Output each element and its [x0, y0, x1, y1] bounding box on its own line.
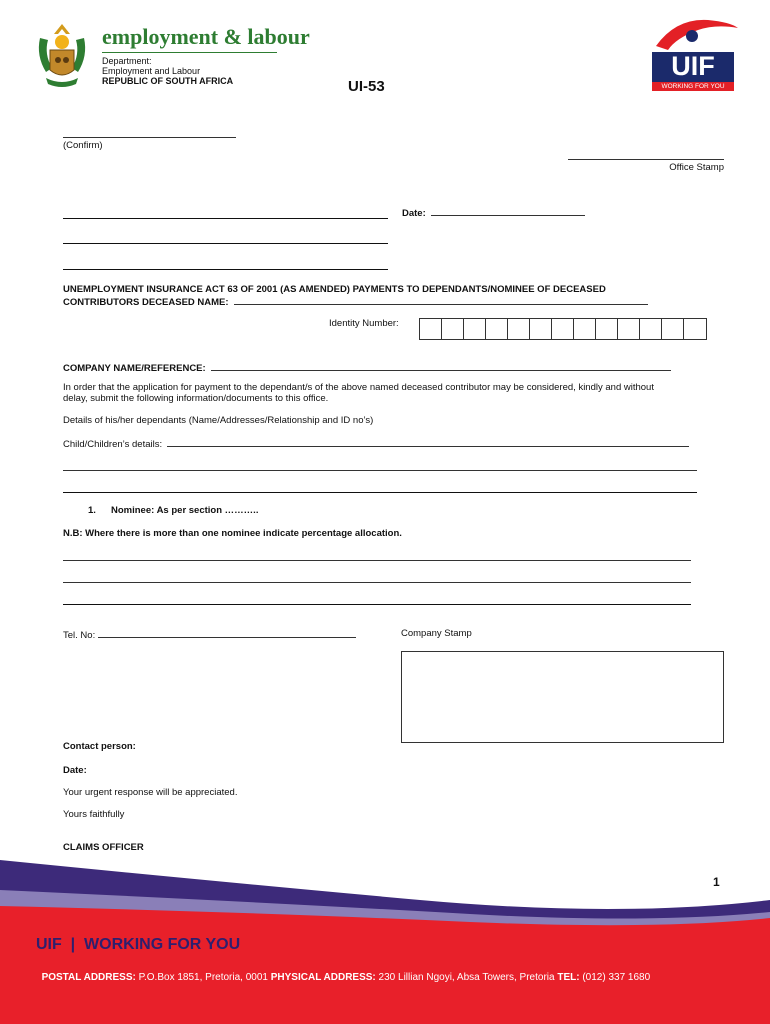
- tel-line[interactable]: [98, 628, 356, 638]
- bottom-date-label: Date:: [63, 765, 87, 776]
- postal-address-value: P.O.Box 1851, Pretoria, 0001: [135, 972, 271, 983]
- identity-number-cell[interactable]: [464, 319, 486, 339]
- confirm-signature-line[interactable]: [63, 137, 236, 138]
- nominee-line-1[interactable]: [63, 560, 691, 561]
- company-reference-line[interactable]: [211, 361, 671, 371]
- identity-number-label: Identity Number:: [329, 318, 399, 329]
- department-line-2: Employment and Labour: [102, 66, 201, 76]
- children-details-field[interactable]: [63, 437, 689, 451]
- identity-number-cell[interactable]: [530, 319, 552, 339]
- yours-faithfully-text: Yours faithfully: [63, 809, 125, 820]
- children-details-line-3[interactable]: [63, 492, 697, 493]
- intro-line-2: delay, submit the following information/documents to this office.: [63, 393, 329, 404]
- nominee-line-3[interactable]: [63, 604, 691, 605]
- uif-logo: [646, 16, 738, 92]
- act-heading-line-1: UNEMPLOYMENT INSURANCE ACT 63 OF 2001 (AS AMENDED) PAYMENTS TO DEPENDANTS/NOMINEE OF DECEASED: [63, 284, 606, 295]
- physical-address-value: 230 Lillian Ngoyi, Absa Towers, Pretoria: [375, 972, 558, 983]
- identity-number-boxes[interactable]: [419, 318, 707, 340]
- children-details-line-2[interactable]: [63, 470, 697, 471]
- department-line-1: Department:: [102, 56, 152, 66]
- footer-address: [36, 961, 650, 983]
- date-label: Date:: [402, 208, 426, 219]
- identity-number-cell[interactable]: [596, 319, 618, 339]
- confirm-label: (Confirm): [63, 140, 103, 151]
- identity-number-cell[interactable]: [552, 319, 574, 339]
- footer-title: UIF | WORKING FOR YOU: [36, 936, 241, 953]
- contact-person-label: Contact person:: [63, 741, 136, 752]
- footer-tel-value: (012) 337 1680: [579, 972, 651, 983]
- deceased-name-line[interactable]: [234, 295, 648, 305]
- deceased-name-field[interactable]: [63, 295, 648, 309]
- postal-address-label: POSTAL ADDRESS:: [41, 972, 136, 983]
- date-line[interactable]: [431, 206, 585, 216]
- uif-logo-text: UIF: [671, 51, 715, 81]
- company-reference-field[interactable]: [63, 361, 671, 375]
- department-line-3: REPUBLIC OF SOUTH AFRICA: [102, 76, 234, 86]
- children-details-label: Child/Children’s details:: [63, 439, 163, 450]
- coat-of-arms-logo: [32, 20, 92, 92]
- claims-officer-text: CLAIMS OFFICER: [63, 842, 144, 853]
- identity-number-cell[interactable]: [662, 319, 684, 339]
- page-number: 1: [713, 875, 720, 889]
- tel-label: Tel. No:: [63, 630, 96, 641]
- nominee-number: 1.: [88, 505, 96, 516]
- footer-tel-label: TEL:: [557, 972, 580, 983]
- identity-number-cell[interactable]: [420, 319, 442, 339]
- address-line-1[interactable]: [63, 218, 388, 219]
- nb-text: N.B: Where there is more than one nominee indicate percentage allocation.: [63, 528, 402, 539]
- deceased-name-label: CONTRIBUTORS DECEASED NAME:: [63, 297, 229, 308]
- identity-number-cell[interactable]: [442, 319, 464, 339]
- urgent-response-text: Your urgent response will be appreciated.: [63, 787, 238, 798]
- company-stamp-box: [401, 651, 724, 743]
- identity-number-cell[interactable]: [618, 319, 640, 339]
- uif-logo-tagline: WORKING FOR YOU: [661, 83, 725, 90]
- department-title: employment & labour: [102, 24, 310, 49]
- identity-number-cell[interactable]: [574, 319, 596, 339]
- dependants-details-text: Details of his/her dependants (Name/Addresses/Relationship and ID no’s): [63, 415, 374, 426]
- company-reference-label: COMPANY NAME/REFERENCE:: [63, 363, 206, 374]
- address-line-2[interactable]: [63, 243, 388, 244]
- office-stamp-line: [568, 159, 724, 160]
- address-line-3[interactable]: [63, 269, 388, 270]
- form-code: UI-53: [348, 78, 385, 95]
- date-field[interactable]: [402, 206, 585, 220]
- office-stamp-label: Office Stamp: [669, 162, 724, 173]
- identity-number-cell[interactable]: [508, 319, 530, 339]
- intro-line-1: In order that the application for payment to the dependant/s of the above named deceased contributor may be considered, kindly and without: [63, 382, 654, 393]
- identity-number-cell[interactable]: [486, 319, 508, 339]
- nominee-line-2[interactable]: [63, 582, 691, 583]
- nominee-label: Nominee: As per section ………..: [111, 505, 259, 516]
- physical-address-label: PHYSICAL ADDRESS:: [270, 972, 376, 983]
- department-title-underline: [102, 52, 277, 53]
- children-details-line[interactable]: [167, 437, 689, 447]
- identity-number-cell[interactable]: [640, 319, 662, 339]
- identity-number-cell[interactable]: [684, 319, 706, 339]
- company-stamp-label: Company Stamp: [401, 628, 472, 639]
- tel-field[interactable]: [63, 628, 356, 642]
